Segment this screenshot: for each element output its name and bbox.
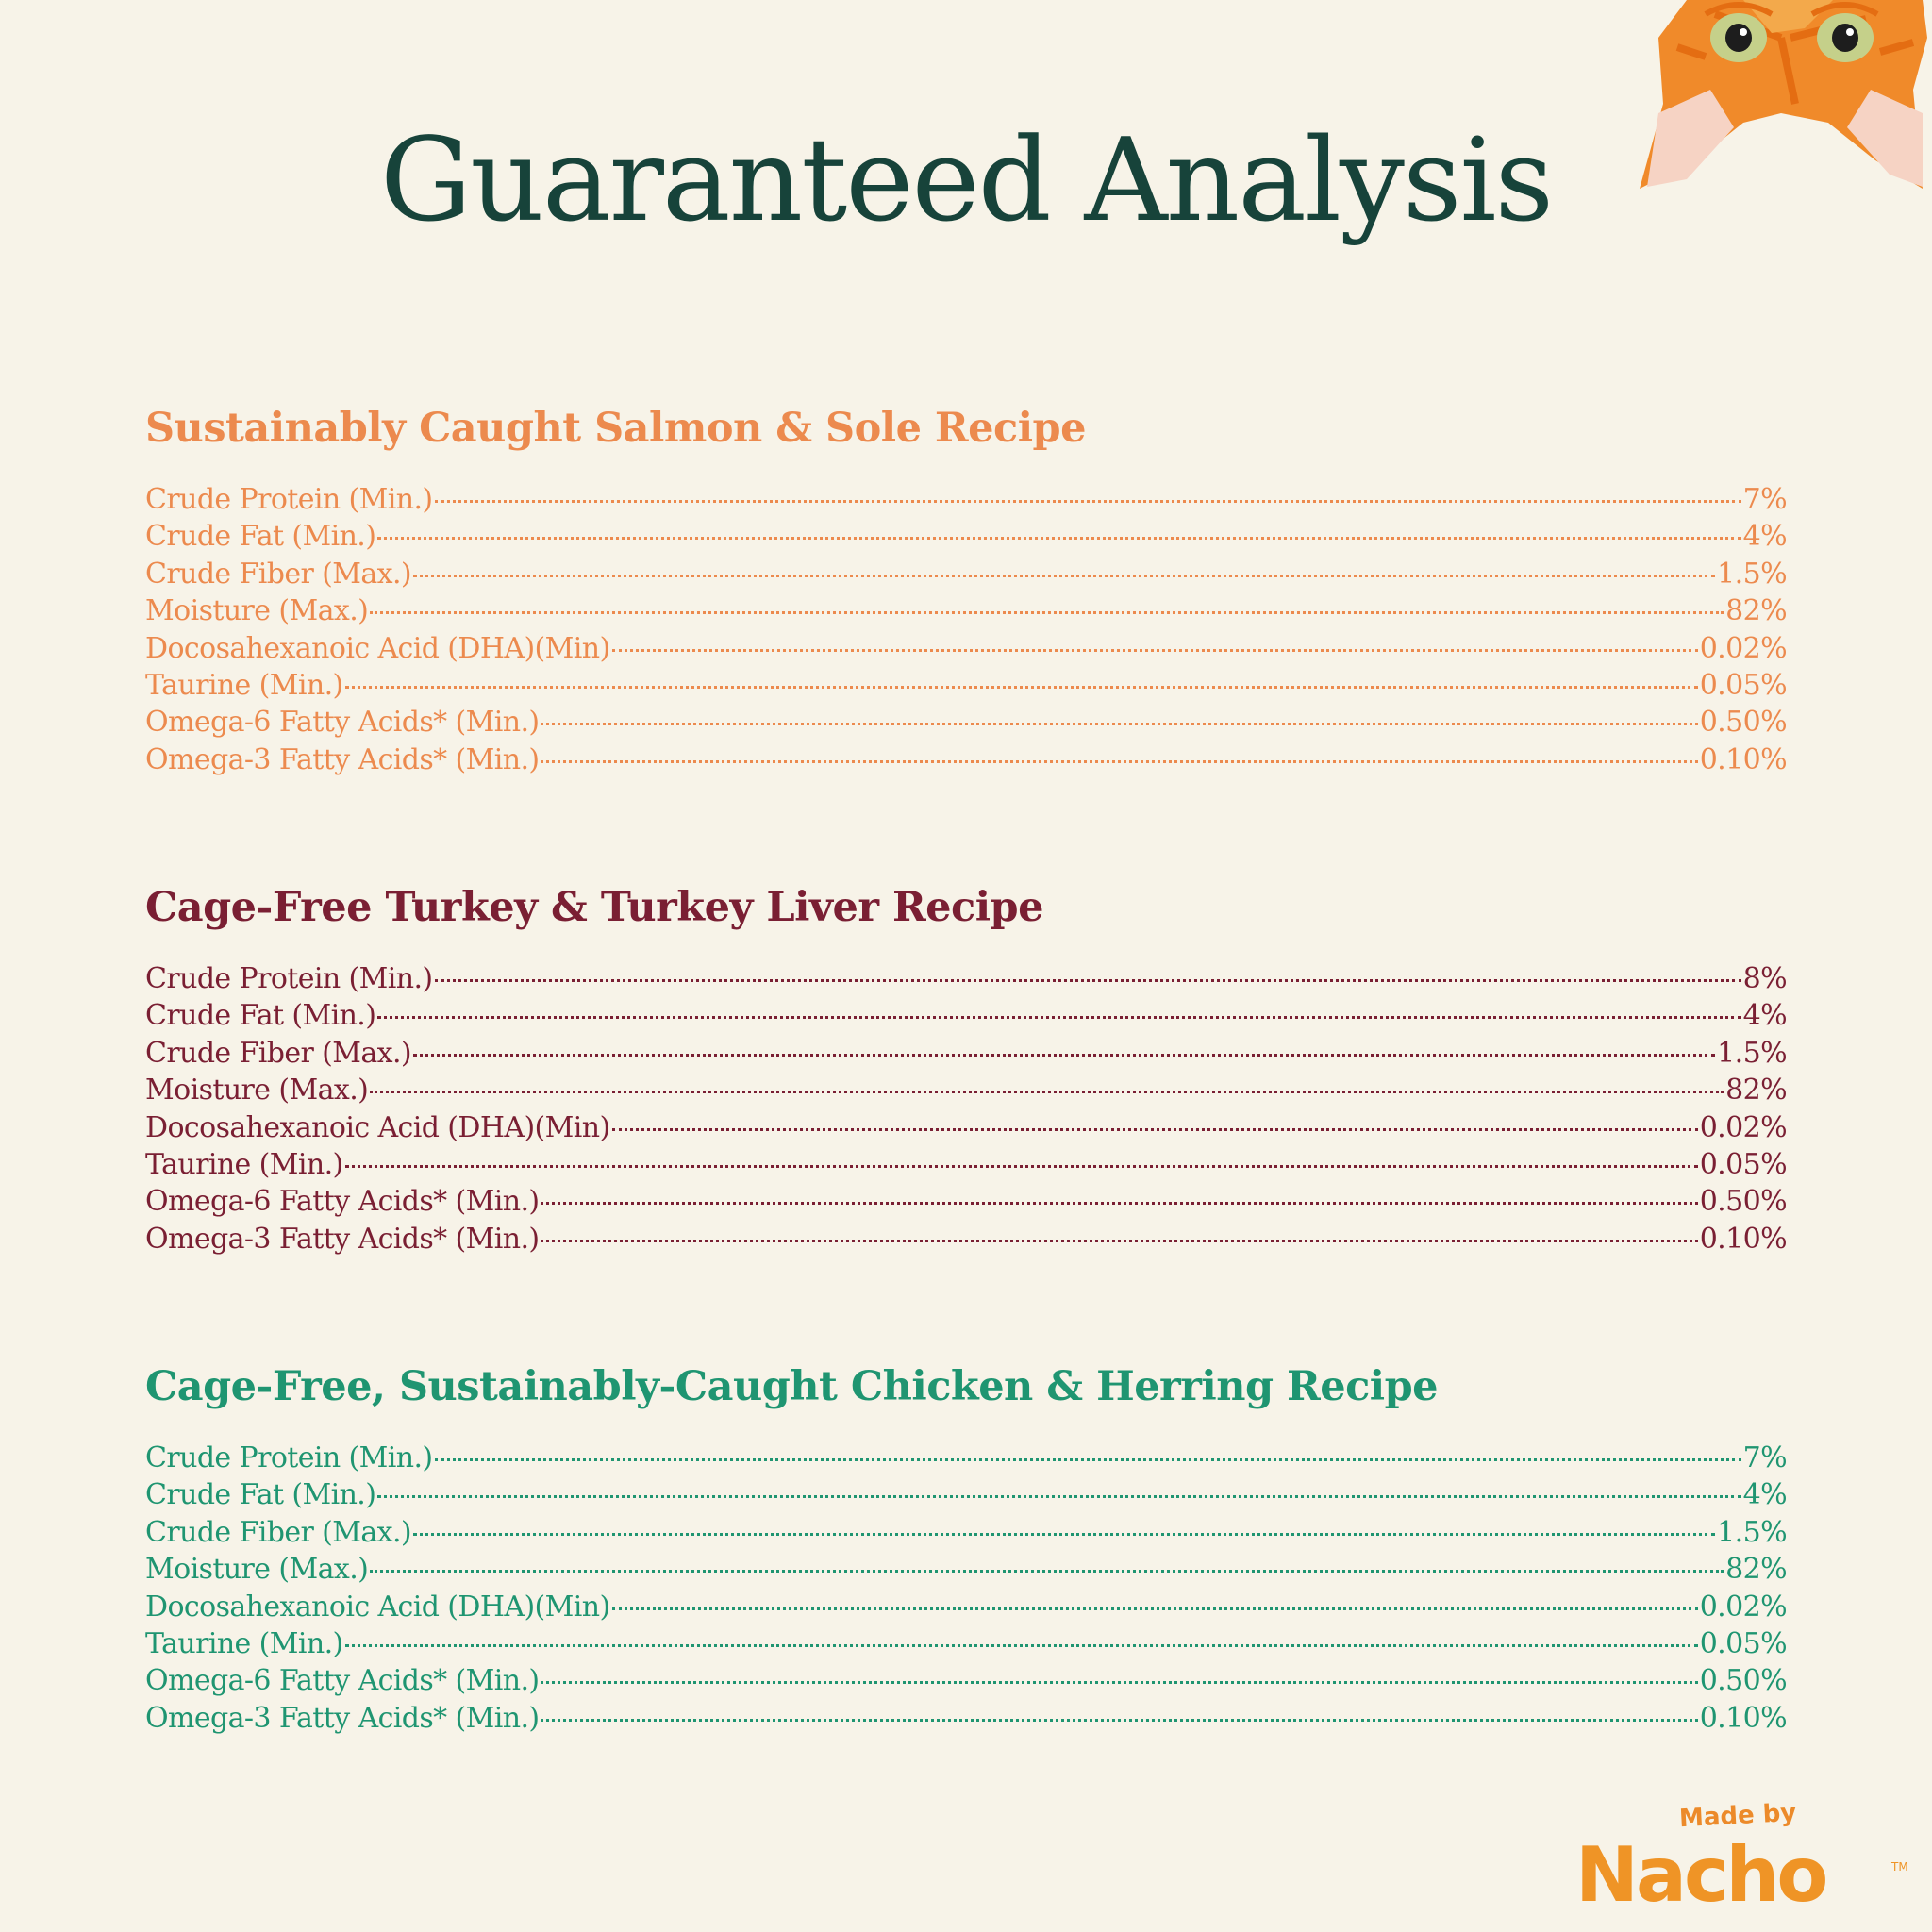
dot-leader <box>413 575 1715 577</box>
nutrient-list <box>145 481 1787 778</box>
nutrient-label: Crude Fiber (Max.) <box>145 1036 412 1070</box>
nutrient-value: 0.02% <box>1699 1590 1787 1624</box>
section-heading: Cage-Free Turkey & Turkey Liver Recipe <box>145 884 1043 931</box>
dot-leader <box>541 1719 1697 1722</box>
dot-leader <box>435 979 1741 982</box>
nutrient-value: 82% <box>1725 1074 1787 1108</box>
nutrient-row <box>145 592 1787 629</box>
dot-leader <box>435 1458 1741 1461</box>
nutrient-label: Crude Fiber (Max.) <box>145 557 412 591</box>
dot-leader <box>612 1128 1698 1131</box>
nutrient-row <box>145 1072 1787 1108</box>
nutrient-value: 0.50% <box>1699 1185 1787 1219</box>
nutrient-value: 0.10% <box>1699 1222 1787 1256</box>
dot-leader <box>345 686 1698 689</box>
nutrient-row <box>145 1183 1787 1220</box>
nutrient-label: Taurine (Min.) <box>145 668 343 702</box>
dot-leader <box>377 1016 1740 1019</box>
nutrient-value: 0.05% <box>1699 1147 1787 1181</box>
chicken-herring-section <box>145 1359 1787 1737</box>
nutrient-value: 4% <box>1742 999 1787 1033</box>
dot-leader <box>612 1607 1698 1610</box>
nutrient-label: Crude Fiber (Max.) <box>145 1515 412 1549</box>
nutrient-list <box>145 1440 1787 1737</box>
nutrient-value: 0.05% <box>1699 1626 1787 1660</box>
nutrient-row <box>145 1700 1787 1737</box>
nutrient-row <box>145 481 1787 518</box>
nutrient-label: Moisture (Max.) <box>145 1074 369 1108</box>
trademark-mark: TM <box>1891 1860 1908 1874</box>
nutrient-label: Crude Protein (Min.) <box>145 1441 433 1474</box>
nutrient-label: Crude Protein (Min.) <box>145 483 433 516</box>
page-title: Guaranteed Analysis <box>379 113 1553 247</box>
nutrient-label: Crude Fat (Min.) <box>145 999 376 1033</box>
nutrient-label: Taurine (Min.) <box>145 1626 343 1660</box>
nutrient-value: 1.5% <box>1717 557 1787 591</box>
nutrient-value: 7% <box>1742 483 1787 516</box>
nutrient-value: 0.50% <box>1699 1664 1787 1698</box>
nutrient-label: Omega-6 Fatty Acids* (Min.) <box>145 706 540 740</box>
nutrient-label: Omega-3 Fatty Acids* (Min.) <box>145 1701 540 1735</box>
nutrient-label: Taurine (Min.) <box>145 1147 343 1181</box>
dot-leader <box>345 1644 1698 1647</box>
nutrient-label: Docosahexanoic Acid (DHA)(Min) <box>145 1110 610 1144</box>
nutrient-value: 82% <box>1725 594 1787 628</box>
turkey-liver-section <box>145 880 1787 1257</box>
dot-leader <box>345 1165 1698 1168</box>
salmon-sole-section <box>145 401 1787 778</box>
dot-leader <box>413 1054 1715 1057</box>
nutrient-label: Docosahexanoic Acid (DHA)(Min) <box>145 1590 610 1624</box>
dot-leader <box>377 1495 1740 1498</box>
nutrient-row <box>145 1035 1787 1072</box>
dot-leader <box>370 611 1724 614</box>
nutrient-value: 4% <box>1742 520 1787 554</box>
nutrient-value: 7% <box>1742 1441 1787 1474</box>
nutrient-value: 0.05% <box>1699 668 1787 702</box>
nutrient-row <box>145 1221 1787 1257</box>
nutrient-row <box>145 630 1787 667</box>
nutrient-value: 0.02% <box>1699 631 1787 665</box>
dot-leader <box>413 1533 1715 1536</box>
dot-leader <box>541 760 1697 763</box>
nutrient-row <box>145 1440 1787 1476</box>
nutrient-label: Crude Fat (Min.) <box>145 1478 376 1512</box>
nutrient-label: Docosahexanoic Acid (DHA)(Min) <box>145 631 610 665</box>
dot-leader <box>612 649 1698 652</box>
nutrient-label: Omega-6 Fatty Acids* (Min.) <box>145 1664 540 1698</box>
nutrient-row <box>145 518 1787 555</box>
nutrient-row <box>145 1514 1787 1551</box>
nutrient-row <box>145 556 1787 592</box>
nutrient-row <box>145 741 1787 778</box>
nutrient-value: 82% <box>1725 1553 1787 1587</box>
section-heading: Sustainably Caught Salmon & Sole Recipe <box>145 405 1086 452</box>
nutrient-row <box>145 667 1787 704</box>
nutrient-value: 0.02% <box>1699 1110 1787 1144</box>
dot-leader <box>541 723 1697 725</box>
nutrient-row <box>145 1109 1787 1146</box>
nutrient-label: Moisture (Max.) <box>145 594 369 628</box>
nutrient-value: 0.50% <box>1699 706 1787 740</box>
section-heading: Cage-Free, Sustainably-Caught Chicken & Herring Recipe <box>145 1363 1439 1410</box>
nutrient-label: Moisture (Max.) <box>145 1553 369 1587</box>
nutrient-label: Omega-3 Fatty Acids* (Min.) <box>145 1222 540 1256</box>
nutrient-row <box>145 1589 1787 1625</box>
orange-cat-face-icon <box>1640 0 1932 193</box>
nutrient-value: 8% <box>1742 962 1787 995</box>
brand-tagline: Made by <box>1678 1798 1797 1834</box>
brand-name: Nacho <box>1575 1831 1826 1919</box>
nutrient-label: Omega-3 Fatty Acids* (Min.) <box>145 742 540 776</box>
nutrient-value: 1.5% <box>1717 1036 1787 1070</box>
nutrient-row <box>145 1625 1787 1662</box>
nutrient-label: Omega-6 Fatty Acids* (Min.) <box>145 1185 540 1219</box>
nutrient-row <box>145 1551 1787 1588</box>
nutrient-label: Crude Protein (Min.) <box>145 962 433 995</box>
nutrient-value: 1.5% <box>1717 1515 1787 1549</box>
nutrient-label: Crude Fat (Min.) <box>145 520 376 554</box>
dot-leader <box>541 1202 1697 1205</box>
dot-leader <box>377 537 1740 540</box>
brand-logo <box>1566 1798 1915 1919</box>
nutrient-row <box>145 1662 1787 1699</box>
nutrient-row <box>145 1146 1787 1183</box>
dot-leader <box>370 1570 1724 1573</box>
nutrient-list <box>145 960 1787 1257</box>
nutrient-row <box>145 960 1787 997</box>
nutrient-value: 0.10% <box>1699 742 1787 776</box>
dot-leader <box>541 1240 1697 1242</box>
dot-leader <box>370 1091 1724 1093</box>
nutrient-row <box>145 997 1787 1034</box>
dot-leader <box>541 1681 1697 1684</box>
nutrient-row <box>145 704 1787 741</box>
nutrient-value: 4% <box>1742 1478 1787 1512</box>
nutrient-row <box>145 1476 1787 1513</box>
nutrient-value: 0.10% <box>1699 1701 1787 1735</box>
dot-leader <box>435 500 1741 503</box>
